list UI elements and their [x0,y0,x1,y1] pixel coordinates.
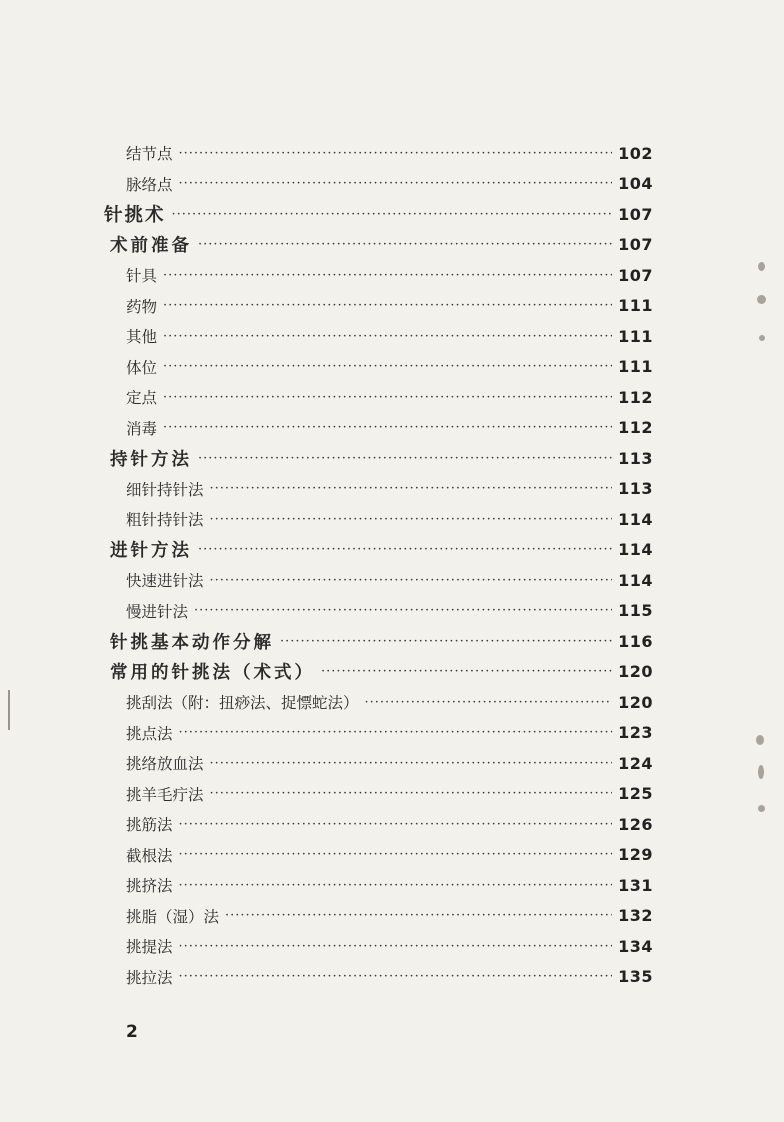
toc-entry-page: 126 [618,814,653,834]
toc-entry-page: 107 [618,204,653,224]
toc-entry [0,443,784,474]
dot-leader [163,298,612,313]
toc-entry-page: 125 [618,784,653,804]
toc-entry-title: 挑络放血法 [126,755,204,774]
toc-entry-page: 115 [618,601,653,621]
dot-leader [172,207,613,222]
toc-entry [0,779,784,810]
toc-entry [0,138,784,169]
toc-entry [0,291,784,322]
dot-leader [198,542,612,557]
toc-entry-page: 111 [618,296,653,316]
toc-entry [0,535,784,566]
dot-leader [210,512,613,527]
toc-entry-title: 结节点 [126,145,173,164]
toc-entry-page: 113 [618,479,653,499]
dot-leader [163,420,612,435]
toc-entry-page: 107 [618,265,653,285]
toc-entry-page: 124 [618,753,653,773]
toc-entry-title: 其他 [126,328,158,347]
toc-entry-title: 持针方法 [110,449,192,470]
toc-entry-title: 挑拉法 [126,968,173,987]
dot-leader [210,756,613,771]
toc-entry [0,931,784,962]
dot-leader [179,176,613,191]
toc-entry-page: 135 [618,967,653,987]
table-of-contents [0,138,784,992]
toc-entry-title: 进针方法 [110,541,192,562]
toc-entry-title: 药物 [126,297,158,316]
toc-entry-title: 针挑基本动作分解 [110,632,274,653]
dot-leader [179,969,613,984]
toc-entry-title: 消毒 [126,419,158,438]
toc-entry [0,565,784,596]
toc-entry [0,657,784,688]
toc-entry [0,901,784,932]
toc-entry [0,748,784,779]
toc-entry-title: 挑点法 [126,724,173,743]
toc-entry-page: 129 [618,845,653,865]
toc-entry [0,382,784,413]
toc-entry [0,962,784,993]
dot-leader [198,451,612,466]
toc-entry-title: 粗针持针法 [126,511,204,530]
toc-entry [0,840,784,871]
dot-leader [210,786,613,801]
dot-leader [179,725,613,740]
dot-leader [163,390,612,405]
toc-entry-page: 120 [618,692,653,712]
toc-entry-page: 116 [618,631,653,651]
toc-entry-page: 112 [618,418,653,438]
dot-leader [179,878,613,893]
toc-entry [0,352,784,383]
toc-entry-title: 针挑术 [104,205,166,227]
toc-entry-page: 113 [618,448,653,468]
toc-entry-title: 挑挤法 [126,877,173,896]
toc-entry [0,687,784,718]
toc-entry-page: 114 [618,570,653,590]
toc-entry-title: 挑羊毛疔法 [126,785,204,804]
toc-entry-title: 截根法 [126,846,173,865]
toc-entry [0,199,784,230]
toc-entry-title: 挑刮法（附：扭痧法、捉慓蛇法） [126,694,359,713]
toc-entry-page: 112 [618,387,653,407]
toc-entry [0,596,784,627]
toc-entry-page: 107 [618,235,653,255]
toc-entry-title: 体位 [126,358,158,377]
toc-entry-page: 102 [618,143,653,163]
dot-leader [194,603,612,618]
toc-entry [0,321,784,352]
toc-entry-page: 111 [618,326,653,346]
dot-leader [163,359,612,374]
toc-entry-page: 104 [618,174,653,194]
toc-entry [0,504,784,535]
toc-entry [0,413,784,444]
toc-entry-title: 脉络点 [126,175,173,194]
toc-entry [0,626,784,657]
toc-entry [0,230,784,261]
page-number: 2 [126,1022,138,1042]
dot-leader [321,664,612,679]
toc-entry-page: 132 [618,906,653,926]
toc-entry-title: 定点 [126,389,158,408]
dot-leader [280,634,612,649]
toc-entry-title: 慢进针法 [126,602,189,621]
toc-entry [0,718,784,749]
dot-leader [163,329,612,344]
toc-entry [0,474,784,505]
toc-entry-page: 111 [618,357,653,377]
toc-entry-page: 114 [618,509,653,529]
toc-entry-page: 131 [618,875,653,895]
toc-entry-title: 常用的针挑法（术式） [110,663,315,684]
toc-entry-title: 挑脂（湿）法 [126,907,220,926]
dot-leader [179,939,613,954]
dot-leader [210,481,613,496]
dot-leader [163,268,612,283]
dot-leader [179,817,613,832]
toc-entry-page: 134 [618,936,653,956]
dot-leader [225,908,612,923]
toc-entry-title: 挑提法 [126,938,173,957]
toc-entry [0,169,784,200]
toc-entry-title: 针具 [126,267,158,286]
toc-entry-page: 114 [618,540,653,560]
toc-entry [0,870,784,901]
dot-leader [365,695,613,710]
toc-entry-page: 120 [618,662,653,682]
toc-entry [0,260,784,291]
dot-leader [179,146,613,161]
toc-entry-title: 术前准备 [110,236,192,257]
dot-leader [210,573,613,588]
toc-entry-page: 123 [618,723,653,743]
toc-entry-title: 挑筋法 [126,816,173,835]
toc-entry-title: 细针持针法 [126,480,204,499]
dot-leader [198,237,612,252]
dot-leader [179,847,613,862]
toc-entry-title: 快速进针法 [126,572,204,591]
toc-entry [0,809,784,840]
